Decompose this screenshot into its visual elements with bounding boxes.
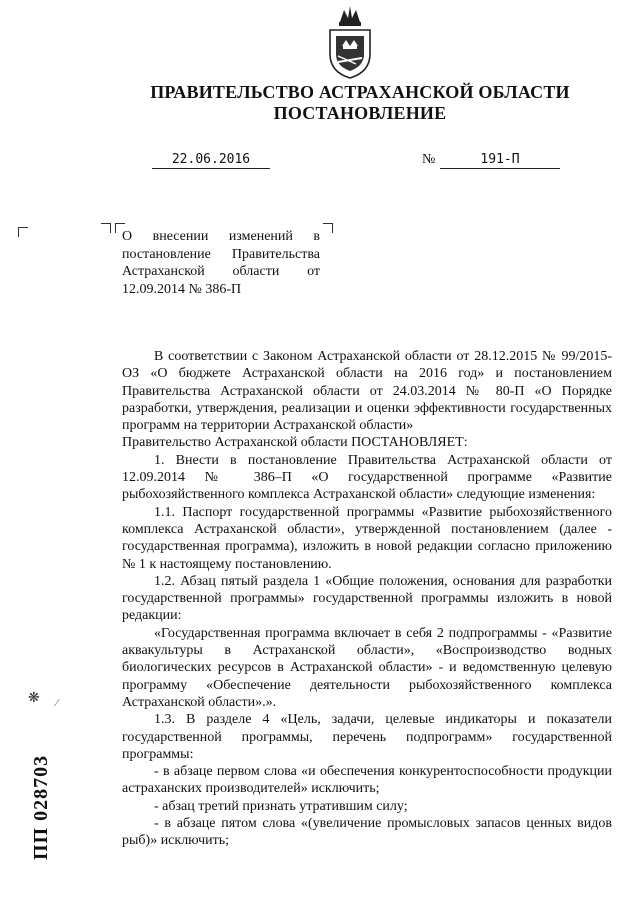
org-title: ПРАВИТЕЛЬСТВО АСТРАХАНСКОЙ ОБЛАСТИ [150,82,570,102]
body-paragraph: Правительство Астраханской области ПОСТАНОВЛЯЕТ: [122,435,468,451]
document-date: 22.06.2016 [152,152,270,169]
body-paragraph: - в абзаце первом слова «и обеспечения конкурентоспособности продукции астраханских производителей» исключить; [122,764,612,797]
body-paragraph: 1.1. Паспорт государственной программы «Развитие рыбохозяйственного комплекса Астраханской области», утвержденной постановлением (далее - государственная программа), изложить в новой редакции согласно приложению № 1 к настоящему постановлению. [122,504,612,572]
body-paragraph: «Государственная программа включает в себя 2 подпрограммы - «Развитие аквакультуры в Астраханской области», «Воспроизводство водных биологических ресурсов в Астраханской области» - и ведомственную целевую программу «Обеспечение деятельности рыбохозяйственного комплекса Астраханской области».». [122,625,612,710]
document-body [122,348,612,850]
body-paragraph: - в абзаце пятом слова «(увеличение промысловых запасов ценных видов рыб)» исключить; [122,816,612,849]
corner-mark [101,223,111,233]
doc-type-title: ПОСТАНОВЛЕНИЕ [273,103,447,123]
tick-mark-icon: ⁄ [56,698,58,709]
ornament-icon: ❋ [28,691,40,706]
document-number: 191-П [440,152,560,169]
corner-mark [323,223,333,233]
body-paragraph: 1. Внести в постановление Правительства Астраханской области от 12.09.2014 № 386–П «О государственной программе «Развитие рыбохозяйственного комплекса Астраханской области» следующие изменения: [122,452,612,503]
serial-number: ПП 028703 [30,754,52,860]
corner-mark [18,227,28,237]
body-paragraph: - абзац третий признать утратившим силу; [154,798,408,814]
number-sign: № [422,152,436,167]
body-paragraph: 1.2. Абзац пятый раздела 1 «Общие положения, основания для разработки государственной программы» государственной программы изложить в новой редакции: [122,573,612,624]
serial-stamp [28,690,68,860]
body-paragraph: 1.3. В разделе 4 «Цель, задачи, целевые индикаторы и показатели государственной программы, перечень подпрограмм» государственной программы: [122,712,612,762]
body-paragraph: В соответствии с Законом Астраханской области от 28.12.2015 № 99/2015-ОЗ «О бюджете Астраханской области на 2016 год» и постановлением Правительства Астраханской области от 24.03.2014 № 80-П «О Порядке разработки, утверждения, реализации и оценки эффективности государственных программ на территории Астраханской области» [122,349,612,434]
coat-of-arms-emblem [322,2,378,80]
document-subject: О внесении изменений в постановление Правительства Астраханской области от 12.09.2014 № 386-П [122,229,320,297]
